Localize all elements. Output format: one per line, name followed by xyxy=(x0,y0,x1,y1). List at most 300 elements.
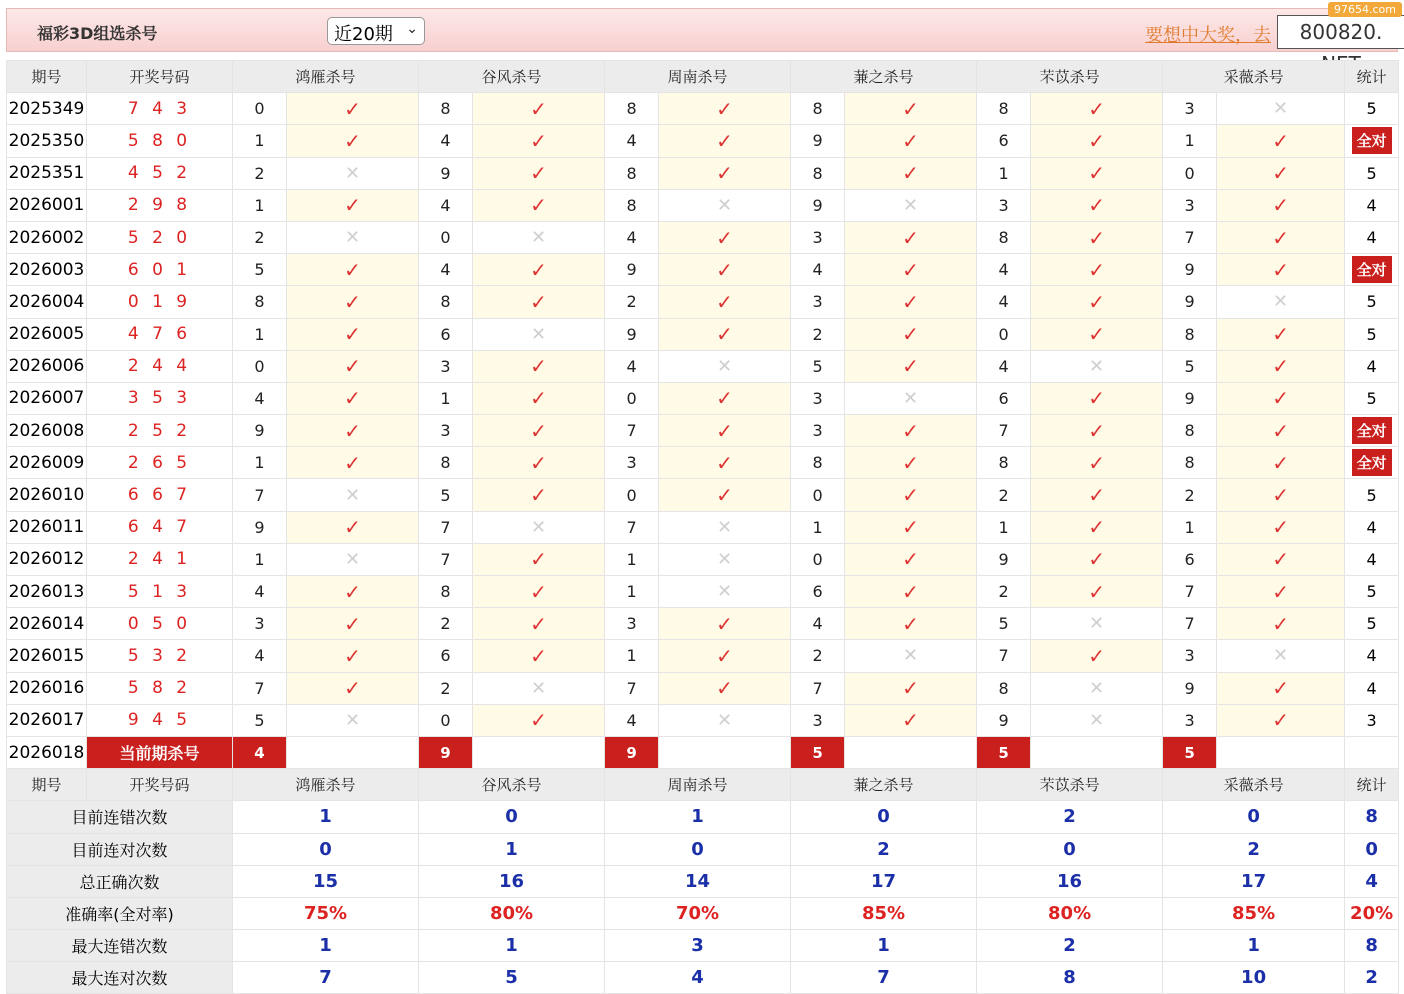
kill-number-cell: 6 xyxy=(1163,543,1217,575)
result-cell xyxy=(1031,576,1163,608)
stats-label: 最大连对次数 xyxy=(7,962,233,994)
result-cell xyxy=(845,608,977,640)
stats-value: 0 xyxy=(233,833,419,865)
stat-cell: 5 xyxy=(1345,382,1399,414)
table-row xyxy=(7,350,1399,382)
result-cell xyxy=(659,576,791,608)
result-cell xyxy=(473,93,605,125)
kill-number-cell: 8 xyxy=(1163,447,1217,479)
result-cell xyxy=(473,672,605,704)
result-cell xyxy=(659,511,791,543)
result-cell xyxy=(1217,576,1345,608)
kill-number-cell: 6 xyxy=(977,382,1031,414)
stat-cell: 5 xyxy=(1345,318,1399,350)
result-cell xyxy=(845,93,977,125)
table-row xyxy=(7,254,1399,286)
kill-number-cell: 1 xyxy=(233,447,287,479)
kill-number-cell: 9 xyxy=(233,511,287,543)
check-icon: ✓ xyxy=(716,643,733,668)
check-icon: ✓ xyxy=(1088,579,1105,604)
check-icon: ✓ xyxy=(344,676,361,701)
col-expert: 谷风杀号 xyxy=(419,769,605,801)
header-row xyxy=(7,61,1399,93)
result-cell xyxy=(1217,286,1345,318)
check-icon: ✓ xyxy=(716,450,733,475)
kill-number-cell: 7 xyxy=(233,479,287,511)
stats-value: 4 xyxy=(605,962,791,994)
kill-number-cell: 4 xyxy=(233,576,287,608)
check-icon: ✓ xyxy=(1088,547,1105,572)
result-cell xyxy=(845,221,977,253)
table-row xyxy=(7,479,1399,511)
result-cell xyxy=(1031,350,1163,382)
check-icon: ✓ xyxy=(1272,579,1289,604)
result-cell xyxy=(473,286,605,318)
col-expert: 周南杀号 xyxy=(605,61,791,93)
result-cell xyxy=(287,704,419,736)
result-cell xyxy=(659,608,791,640)
stats-label: 最大连错次数 xyxy=(7,930,233,962)
check-icon: ✓ xyxy=(530,386,547,411)
result-cell xyxy=(287,221,419,253)
stats-value: 1 xyxy=(233,930,419,962)
kill-number-cell: 5 xyxy=(233,704,287,736)
check-icon: ✓ xyxy=(1088,128,1105,153)
result-cell xyxy=(287,415,419,447)
period-cell: 2025350 xyxy=(7,125,87,157)
kill-number-cell: 7 xyxy=(1163,221,1217,253)
period-cell: 2026017 xyxy=(7,704,87,736)
cross-icon: ✕ xyxy=(530,227,547,249)
kill-number-cell: 3 xyxy=(605,447,659,479)
result-cell xyxy=(659,704,791,736)
stats-value: 0 xyxy=(419,801,605,833)
kill-number-cell: 1 xyxy=(605,576,659,608)
stats-value: 85% xyxy=(1163,897,1345,929)
kill-number-cell: 3 xyxy=(1163,93,1217,125)
stats-value: 14 xyxy=(605,865,791,897)
check-icon: ✓ xyxy=(530,418,547,443)
stats-row xyxy=(7,930,1399,962)
kill-number-cell: 8 xyxy=(419,447,473,479)
check-icon: ✓ xyxy=(530,611,547,636)
kill-number-cell: 2 xyxy=(791,318,845,350)
period-cell: 2026015 xyxy=(7,640,87,672)
result-cell xyxy=(287,286,419,318)
stats-value: 3 xyxy=(605,930,791,962)
result-cell xyxy=(659,415,791,447)
period-cell: 2026011 xyxy=(7,511,87,543)
promo-link[interactable]: 要想中大奖，去 xyxy=(1145,25,1271,46)
check-icon: ✓ xyxy=(902,418,919,443)
result-cell xyxy=(473,125,605,157)
kill-number-cell: 4 xyxy=(419,125,473,157)
result-cell xyxy=(659,672,791,704)
check-icon: ✓ xyxy=(1088,418,1105,443)
stats-label: 目前连错次数 xyxy=(7,801,233,833)
result-cell xyxy=(659,254,791,286)
result-cell xyxy=(659,221,791,253)
kill-number-cell: 8 xyxy=(1163,415,1217,447)
draw-cell: 9 4 5 xyxy=(87,704,233,736)
result-cell xyxy=(845,511,977,543)
result-cell xyxy=(1217,479,1345,511)
stats-row xyxy=(7,865,1399,897)
draw-cell: 2 4 4 xyxy=(87,350,233,382)
table-row xyxy=(7,157,1399,189)
kill-number-cell: 2 xyxy=(977,576,1031,608)
stats-value: 80% xyxy=(977,897,1163,929)
stats-value: 0 xyxy=(605,833,791,865)
col-period: 期号 xyxy=(7,769,87,801)
check-icon: ✓ xyxy=(530,483,547,508)
result-cell xyxy=(473,318,605,350)
result-cell xyxy=(287,447,419,479)
result-cell xyxy=(659,382,791,414)
kill-number-cell: 8 xyxy=(977,672,1031,704)
current-kill-number: 9 xyxy=(605,736,659,768)
stats-value: 1 xyxy=(233,801,419,833)
period-cell: 2025349 xyxy=(7,93,87,125)
cross-icon: ✕ xyxy=(1089,613,1105,635)
stats-value: 85% xyxy=(791,897,977,929)
kill-number-cell: 9 xyxy=(605,254,659,286)
cross-icon: ✕ xyxy=(344,227,361,249)
col-expert: 芣苡杀号 xyxy=(977,61,1163,93)
stat-cell: 5 xyxy=(1345,608,1399,640)
table-row xyxy=(7,318,1399,350)
stat-cell: 5 xyxy=(1345,479,1399,511)
kill-number-cell: 8 xyxy=(791,447,845,479)
result-cell xyxy=(473,157,605,189)
kill-number-cell: 9 xyxy=(1163,382,1217,414)
check-icon: ✓ xyxy=(902,515,919,540)
stats-value: 1 xyxy=(419,833,605,865)
stats-value: 7 xyxy=(233,962,419,994)
stat-cell xyxy=(1345,447,1399,479)
stats-row xyxy=(7,833,1399,865)
result-cell xyxy=(1217,672,1345,704)
cross-icon: ✕ xyxy=(530,677,547,699)
kill-number-cell: 9 xyxy=(233,415,287,447)
kill-number-cell: 1 xyxy=(233,189,287,221)
check-icon: ✓ xyxy=(530,450,547,475)
stats-value: 16 xyxy=(419,865,605,897)
result-cell xyxy=(287,543,419,575)
draw-cell: 5 3 2 xyxy=(87,640,233,672)
check-icon: ✓ xyxy=(716,289,733,314)
check-icon: ✓ xyxy=(716,386,733,411)
kill-number-cell: 0 xyxy=(605,382,659,414)
stats-value: 17 xyxy=(791,865,977,897)
empty-cell xyxy=(845,736,977,768)
stats-value: 1 xyxy=(791,930,977,962)
kill-number-cell: 0 xyxy=(791,543,845,575)
stat-cell: 4 xyxy=(1345,511,1399,543)
check-icon: ✓ xyxy=(344,386,361,411)
result-cell xyxy=(845,415,977,447)
result-cell xyxy=(1031,640,1163,672)
check-icon: ✓ xyxy=(1272,676,1289,701)
draw-cell: 3 5 3 xyxy=(87,382,233,414)
kill-number-cell: 9 xyxy=(1163,254,1217,286)
result-cell xyxy=(845,157,977,189)
kill-number-cell: 1 xyxy=(1163,125,1217,157)
check-icon: ✓ xyxy=(902,161,919,186)
draw-cell: 5 8 2 xyxy=(87,672,233,704)
result-cell xyxy=(1031,511,1163,543)
check-icon: ✓ xyxy=(902,483,919,508)
col-expert: 鸿雁杀号 xyxy=(233,769,419,801)
stats-total: 20% xyxy=(1345,897,1399,929)
current-kill-number: 5 xyxy=(977,736,1031,768)
result-cell xyxy=(473,221,605,253)
cross-icon: ✕ xyxy=(903,645,919,667)
result-cell xyxy=(287,672,419,704)
check-icon: ✓ xyxy=(902,450,919,475)
kill-number-cell: 9 xyxy=(419,157,473,189)
stats-label: 准确率(全对率) xyxy=(7,897,233,929)
all-correct-badge: 全对 xyxy=(1352,417,1392,444)
check-icon: ✓ xyxy=(1088,483,1105,508)
result-cell xyxy=(1217,543,1345,575)
result-cell xyxy=(659,447,791,479)
stats-total: 4 xyxy=(1345,865,1399,897)
kill-number-cell: 3 xyxy=(419,350,473,382)
result-cell xyxy=(659,286,791,318)
cross-icon: ✕ xyxy=(344,548,361,570)
cross-icon: ✕ xyxy=(716,355,733,377)
col-period: 期号 xyxy=(7,61,87,93)
result-cell xyxy=(845,479,977,511)
cross-icon: ✕ xyxy=(903,387,919,409)
period-cell: 2026006 xyxy=(7,350,87,382)
kill-number-cell: 5 xyxy=(791,350,845,382)
check-icon: ✓ xyxy=(344,257,361,282)
empty-cell xyxy=(287,736,419,768)
empty-cell xyxy=(1217,736,1345,768)
col-expert: 蒹之杀号 xyxy=(791,61,977,93)
current-kill-label: 当前期杀号 xyxy=(87,736,233,768)
result-cell xyxy=(287,479,419,511)
result-cell xyxy=(1031,704,1163,736)
table-row xyxy=(7,93,1399,125)
result-cell xyxy=(845,382,977,414)
kill-number-cell: 3 xyxy=(791,286,845,318)
kill-number-cell: 2 xyxy=(977,479,1031,511)
cross-icon: ✕ xyxy=(903,194,919,216)
check-icon: ✓ xyxy=(902,547,919,572)
kill-number-cell: 4 xyxy=(605,350,659,382)
check-icon: ✓ xyxy=(344,579,361,604)
draw-cell: 4 7 6 xyxy=(87,318,233,350)
col-expert: 蒹之杀号 xyxy=(791,769,977,801)
check-icon: ✓ xyxy=(902,289,919,314)
result-cell xyxy=(659,640,791,672)
kill-number-cell: 3 xyxy=(977,189,1031,221)
all-correct-badge: 全对 xyxy=(1352,449,1392,476)
check-icon: ✓ xyxy=(1088,450,1105,475)
col-expert: 周南杀号 xyxy=(605,769,791,801)
period-select[interactable] xyxy=(327,17,425,45)
check-icon: ✓ xyxy=(530,161,547,186)
kill-number-cell: 1 xyxy=(977,157,1031,189)
col-draw: 开奖号码 xyxy=(87,61,233,93)
check-icon: ✓ xyxy=(530,128,547,153)
current-kill-number: 9 xyxy=(419,736,473,768)
period-cell: 2026016 xyxy=(7,672,87,704)
cross-icon: ✕ xyxy=(716,548,733,570)
col-expert: 芣苡杀号 xyxy=(977,769,1163,801)
stat-cell: 4 xyxy=(1345,350,1399,382)
stats-total: 8 xyxy=(1345,801,1399,833)
result-cell xyxy=(1031,447,1163,479)
table-row xyxy=(7,382,1399,414)
result-cell xyxy=(1217,221,1345,253)
table-row xyxy=(7,608,1399,640)
result-cell xyxy=(287,382,419,414)
result-cell xyxy=(473,543,605,575)
kill-number-cell: 4 xyxy=(419,254,473,286)
check-icon: ✓ xyxy=(902,611,919,636)
stats-value: 2 xyxy=(977,801,1163,833)
stats-label: 目前连对次数 xyxy=(7,833,233,865)
kill-number-cell: 3 xyxy=(791,221,845,253)
period-cell: 2026008 xyxy=(7,415,87,447)
result-cell xyxy=(1031,543,1163,575)
empty-cell xyxy=(659,736,791,768)
kill-number-cell: 0 xyxy=(419,221,473,253)
result-cell xyxy=(1217,254,1345,286)
result-cell xyxy=(659,350,791,382)
cross-icon: ✕ xyxy=(716,709,733,731)
stats-value: 2 xyxy=(1163,833,1345,865)
stats-value: 1 xyxy=(419,930,605,962)
site-name: 800820. xyxy=(1277,15,1404,49)
result-cell xyxy=(287,350,419,382)
table-row xyxy=(7,286,1399,318)
check-icon: ✓ xyxy=(530,289,547,314)
period-cell: 2025351 xyxy=(7,157,87,189)
result-cell xyxy=(1217,350,1345,382)
result-cell xyxy=(845,318,977,350)
result-cell xyxy=(287,254,419,286)
stats-value: 70% xyxy=(605,897,791,929)
stat-cell xyxy=(1345,125,1399,157)
check-icon: ✓ xyxy=(1272,611,1289,636)
stats-value: 10 xyxy=(1163,962,1345,994)
kill-number-cell: 4 xyxy=(791,254,845,286)
period-cell: 2026012 xyxy=(7,543,87,575)
kill-number-cell: 3 xyxy=(1163,189,1217,221)
stats-value: 17 xyxy=(1163,865,1345,897)
kill-number-cell: 9 xyxy=(605,318,659,350)
period-cell: 2026013 xyxy=(7,576,87,608)
check-icon: ✓ xyxy=(344,128,361,153)
period-select-value: 近20期 xyxy=(334,24,393,45)
result-cell xyxy=(287,608,419,640)
stats-value: 7 xyxy=(791,962,977,994)
check-icon: ✓ xyxy=(902,676,919,701)
period-cell: 2026003 xyxy=(7,254,87,286)
kill-number-cell: 2 xyxy=(233,221,287,253)
kill-number-cell: 3 xyxy=(419,415,473,447)
result-cell xyxy=(1031,672,1163,704)
result-cell xyxy=(1217,640,1345,672)
stats-value: 8 xyxy=(977,962,1163,994)
kill-number-cell: 7 xyxy=(1163,608,1217,640)
stats-value: 1 xyxy=(605,801,791,833)
result-cell xyxy=(287,189,419,221)
draw-cell: 6 4 7 xyxy=(87,511,233,543)
check-icon: ✓ xyxy=(1088,322,1105,347)
result-cell xyxy=(1217,382,1345,414)
check-icon: ✓ xyxy=(902,579,919,604)
check-icon: ✓ xyxy=(530,643,547,668)
kill-number-cell: 7 xyxy=(419,543,473,575)
col-expert: 谷风杀号 xyxy=(419,61,605,93)
stats-row xyxy=(7,962,1399,994)
draw-cell: 5 8 0 xyxy=(87,125,233,157)
stat-cell xyxy=(1345,254,1399,286)
check-icon: ✓ xyxy=(716,257,733,282)
result-cell xyxy=(659,157,791,189)
result-cell xyxy=(845,286,977,318)
stats-value: 5 xyxy=(419,962,605,994)
result-cell xyxy=(659,318,791,350)
check-icon: ✓ xyxy=(530,579,547,604)
kill-number-cell: 8 xyxy=(605,93,659,125)
check-icon: ✓ xyxy=(344,515,361,540)
draw-cell: 0 1 9 xyxy=(87,286,233,318)
kill-number-cell: 6 xyxy=(419,640,473,672)
stats-value: 80% xyxy=(419,897,605,929)
kill-number-cell: 6 xyxy=(977,125,1031,157)
stat-cell: 5 xyxy=(1345,93,1399,125)
check-icon: ✓ xyxy=(344,354,361,379)
result-cell xyxy=(473,479,605,511)
kill-number-cell: 1 xyxy=(977,511,1031,543)
draw-cell: 6 6 7 xyxy=(87,479,233,511)
check-icon: ✓ xyxy=(344,193,361,218)
result-cell xyxy=(1031,221,1163,253)
result-cell xyxy=(473,189,605,221)
table-row xyxy=(7,704,1399,736)
kill-number-cell: 4 xyxy=(233,382,287,414)
check-icon: ✓ xyxy=(1088,96,1105,121)
period-cell: 2026004 xyxy=(7,286,87,318)
result-cell xyxy=(1217,189,1345,221)
current-kill-number: 4 xyxy=(233,736,287,768)
all-correct-badge: 全对 xyxy=(1352,127,1392,154)
check-icon: ✓ xyxy=(902,257,919,282)
draw-cell: 7 4 3 xyxy=(87,93,233,125)
stat-cell: 5 xyxy=(1345,157,1399,189)
check-icon: ✓ xyxy=(1088,225,1105,250)
kill-number-cell: 7 xyxy=(233,672,287,704)
check-icon: ✓ xyxy=(902,225,919,250)
check-icon: ✓ xyxy=(716,322,733,347)
kill-number-table xyxy=(6,60,1399,994)
result-cell xyxy=(1217,125,1345,157)
stats-total: 8 xyxy=(1345,930,1399,962)
check-icon: ✓ xyxy=(530,193,547,218)
check-icon: ✓ xyxy=(344,611,361,636)
kill-number-cell: 5 xyxy=(233,254,287,286)
stat-cell: 4 xyxy=(1345,640,1399,672)
stats-total: 2 xyxy=(1345,962,1399,994)
kill-number-cell: 1 xyxy=(233,543,287,575)
